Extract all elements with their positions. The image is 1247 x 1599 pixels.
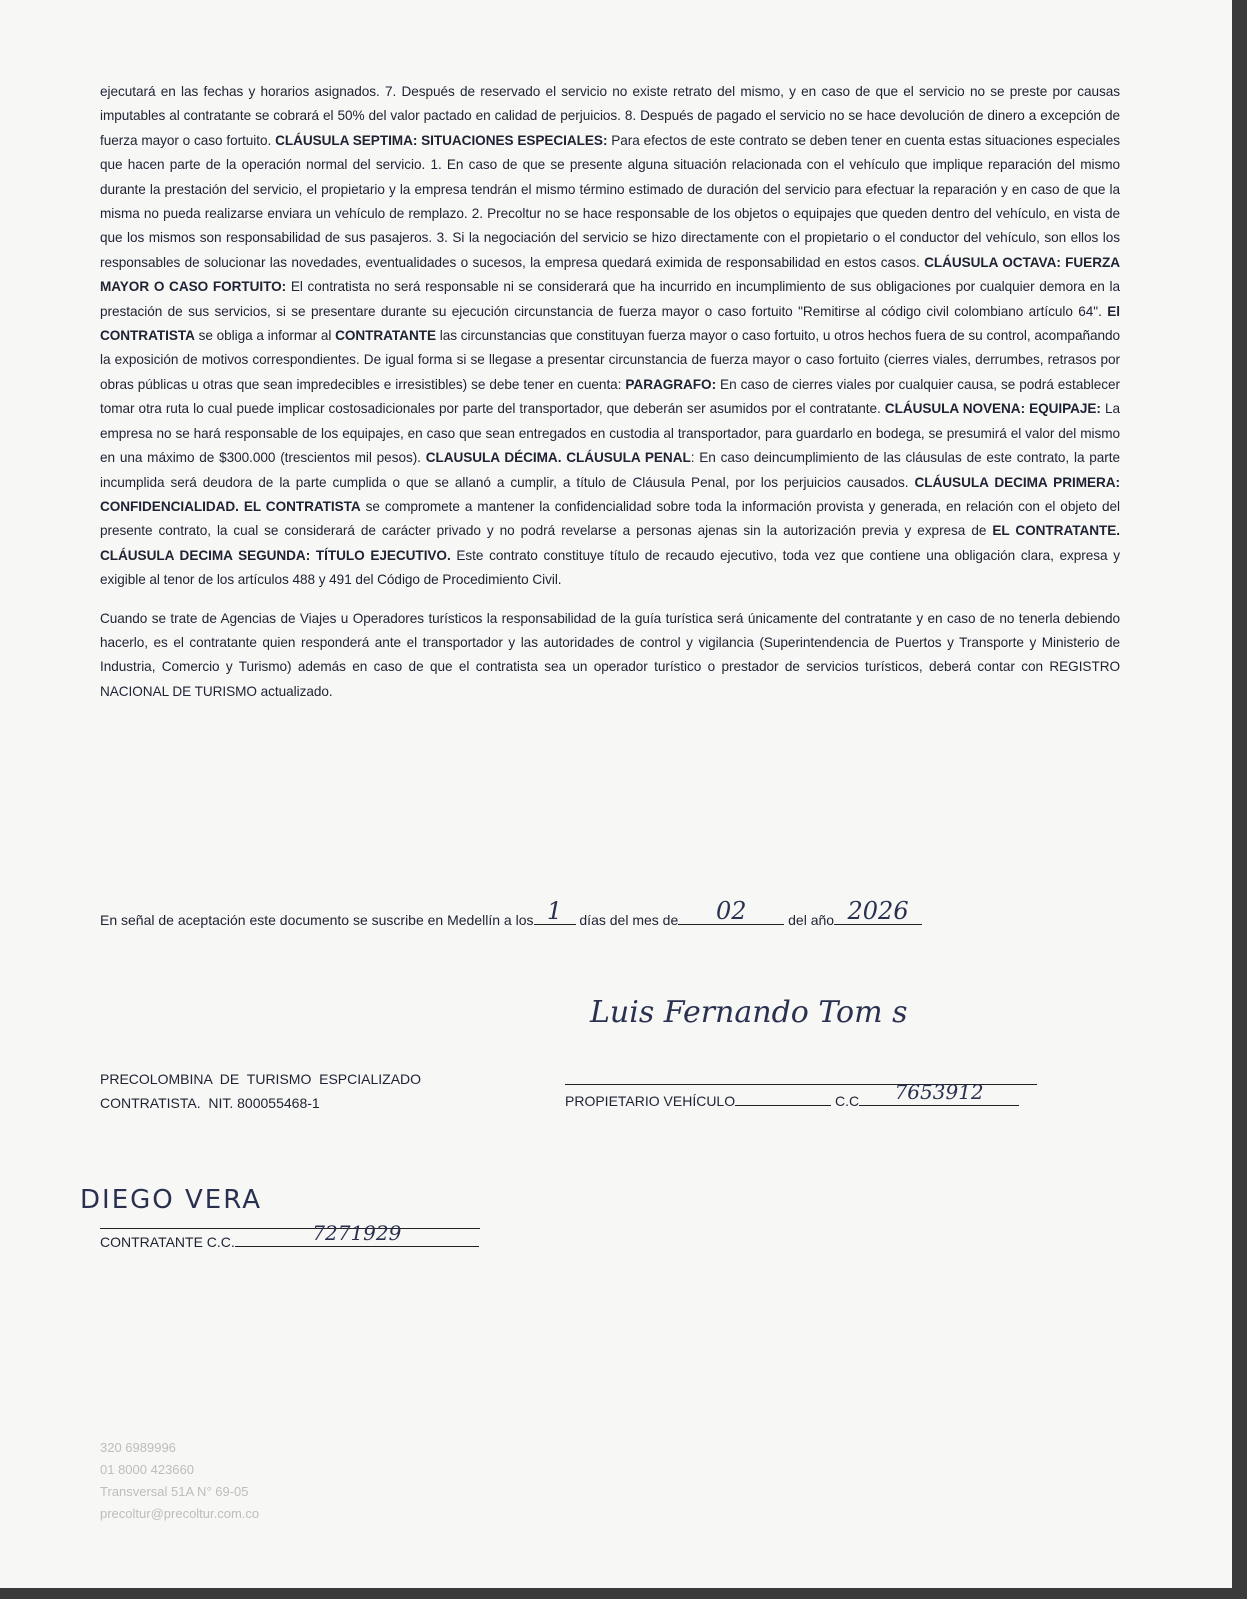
owner-blank [735, 1093, 831, 1106]
contractor-nit: CONTRATISTA. NIT. 800055468-1 [100, 1095, 320, 1111]
month-field [678, 897, 784, 925]
clause-heading: El CONTRATISTA [100, 303, 1120, 344]
acceptance-prefix: En señal de aceptación este documento se suscribe en Medellín a los [100, 912, 534, 928]
client-cc-value: 7271929 [312, 1221, 402, 1245]
clause-heading: CLÁUSULA OCTAVA: FUERZA MAYOR O CASO FORTUITO: [100, 254, 1120, 295]
clause-heading: CLÁUSULA SEPTIMA: SITUACIONES ESPECIALES: [275, 132, 608, 148]
clause-heading: CLAUSULA DÉCIMA. CLÁUSULA PENAL [425, 450, 691, 466]
owner-cc-field [859, 1080, 1019, 1106]
client-signature: DIEGO VERA [80, 1185, 263, 1215]
year-field [834, 897, 922, 925]
tourism-paragraph: Cuando se trate de Agencias de Viajes u Operadores turísticos la responsabilidad de la guía turística será únicamente del contratante y en caso de no tenerla debiendo hacerlo, es el contratante quien responderá ante el transportador y las autoridades de control y vigilancia (Superintendencia de Puertos y Transporte y Ministerio de Industria, Comercio y Turismo) además en caso de que el contratista sea un operador turístico o prestador de servicios turísticos, deberá contar con REGISTRO NACIONAL DE TURISMO actualizado. [100, 610, 1120, 699]
owner-block [565, 1080, 1037, 1109]
acceptance-line [100, 897, 922, 928]
clause-heading: CLÁUSULA DECIMA PRIMERA: CONFIDENCIALIDAD. EL CONTRATISTA [100, 474, 1120, 514]
owner-signature: Luis Fernando Tom s [590, 995, 908, 1030]
year-label: del año [788, 912, 835, 928]
clauses-paragraph [100, 80, 1120, 593]
contract-body [100, 80, 1120, 718]
clause-text: El contratista no será responsable ni se considerará que ha incurrido en incumplimiento de sus obligaciones por cualquier demora en la prestación de sus servicios, si se presentare durante su ejecución circunstancia de fuerza mayor o caso fortuito "Remitirse al código civil colombiano artículo 64". [100, 279, 1120, 319]
footer-address: Transversal 51A N° 69-05 [100, 1484, 249, 1499]
clause-heading: CONTRATANTE [335, 328, 436, 344]
contractor-block [100, 1067, 421, 1115]
clause-text: se compromete a mantener la confidencialidad sobre toda la información provista y generada, en relación con el objeto del presente contrato, la cual se considerará de carácter privado y no podrá revelarse a personas ajenas sin la autorización previa y expresa de [100, 498, 1120, 539]
clause-text: se obliga a informar al [194, 328, 336, 344]
client-label: CONTRATANTE C.C. [100, 1234, 235, 1250]
footer-toll-free: 01 8000 423660 [100, 1462, 194, 1477]
owner-label: PROPIETARIO VEHÍCULO [565, 1093, 736, 1109]
footer-contact [100, 1437, 259, 1525]
clause-text: : En caso deincumplimiento de las cláusulas de este contrato, la parte incumplida será deudora de la parte cumplida o que se allanó a cumplir, a título de Cláusula Penal, por los perjuicios causados. [100, 450, 1120, 490]
contractor-name: PRECOLOMBINA DE TURISMO ESPCIALIZADO [100, 1071, 422, 1087]
clause-heading: PARAGRAFO: [625, 376, 717, 392]
clause-text: Para efectos de este contrato se deben tener en cuenta estas situaciones especiales que hacen parte de la operación normal del servicio. 1. En caso de que se presente alguna situación relacionada con el vehículo que implique reparación del mismo durante la prestación del servicio, el propietario y la empresa tendrán el mismo término estimado de duración del servicio para efectuar la reparación y en caso de que la misma no pueda realizarse enviara un vehículo de remplazo. 2. Precoltur no se hace responsable de los objetos o equipajes que queden dentro del vehículo, en vista de que los mismos son responsabilidad de sus pasajeros. 3. Si la negociación del servicio se hizo directamente con el propietario o el conductor del vehículo, son ellos los responsables de solucionar las novedades, eventualidades o sucesos, la empresa quedará eximida de responsabilidad en estos casos. [100, 132, 1121, 270]
clause-heading: EL CONTRATANTE. CLÁUSULA DECIMA SEGUNDA: TÍTULO EJECUTIVO. [100, 523, 1120, 563]
month-value: 02 [715, 897, 747, 925]
clause-text: La empresa no se hará responsable de los equipajes, en caso que sean entregados en custodia al transportador, para guardarlo en bodega, se presumirá el valor del mismo en una máximo de $300.000 (trescientos mil pesos). [100, 401, 1120, 466]
client-block [100, 1221, 479, 1250]
clause-text: ejecutará en las fechas y horarios asignados. 7. Después de reservado el servicio no existe retrato del mismo, y en caso de que el servicio no se preste por causas imputables al contratante se cobrará el 50% del valor pactado en calidad de perjuicios. 8. Después de pagado el servicio no se hace devolución de dinero a excepción de fuerza mayor o caso fortuito. [100, 84, 1120, 148]
footer-email: precoltur@precoltur.com.co [100, 1506, 260, 1521]
day-value: 1 [546, 897, 563, 925]
footer-phone: 320 6989996 [100, 1440, 176, 1455]
year-value: 2026 [847, 897, 909, 925]
clause-text: Este contrato constituye título de recaudo ejecutivo, toda vez que contiene una obligación clara, expresa y exigible al tenor de los artículos 488 y 491 del Código de Procedimiento Civil. [100, 547, 1120, 588]
owner-cc-label: C.C [835, 1093, 860, 1109]
clause-text: En caso de cierres viales por cualquier causa, se podrá establecer tomar otra ruta lo cual puede implicar costosadicionales por parte del transportador, que deberán ser asumidos por el contratante. [100, 376, 1121, 417]
clause-heading: CLÁUSULA NOVENA: EQUIPAJE: [884, 401, 1101, 417]
acceptance-mid: días del mes de [579, 912, 679, 928]
day-field [534, 897, 576, 925]
owner-cc-value: 7653912 [894, 1080, 984, 1104]
client-cc-field [235, 1221, 479, 1247]
clause-text: las circunstancias que constituyan fuerza mayor o caso fortuito, u otros hechos fuera de su control, acompañando la exposición de motivos correspondientes. De igual forma si se llegase a presentar circunstancia de fuerza mayor o caso fortuito (cierres viales, derrumbes, retrasos por obras públicas u otras que sean impredecibles e irresistibles) se debe tener en cuenta: [100, 328, 1120, 392]
